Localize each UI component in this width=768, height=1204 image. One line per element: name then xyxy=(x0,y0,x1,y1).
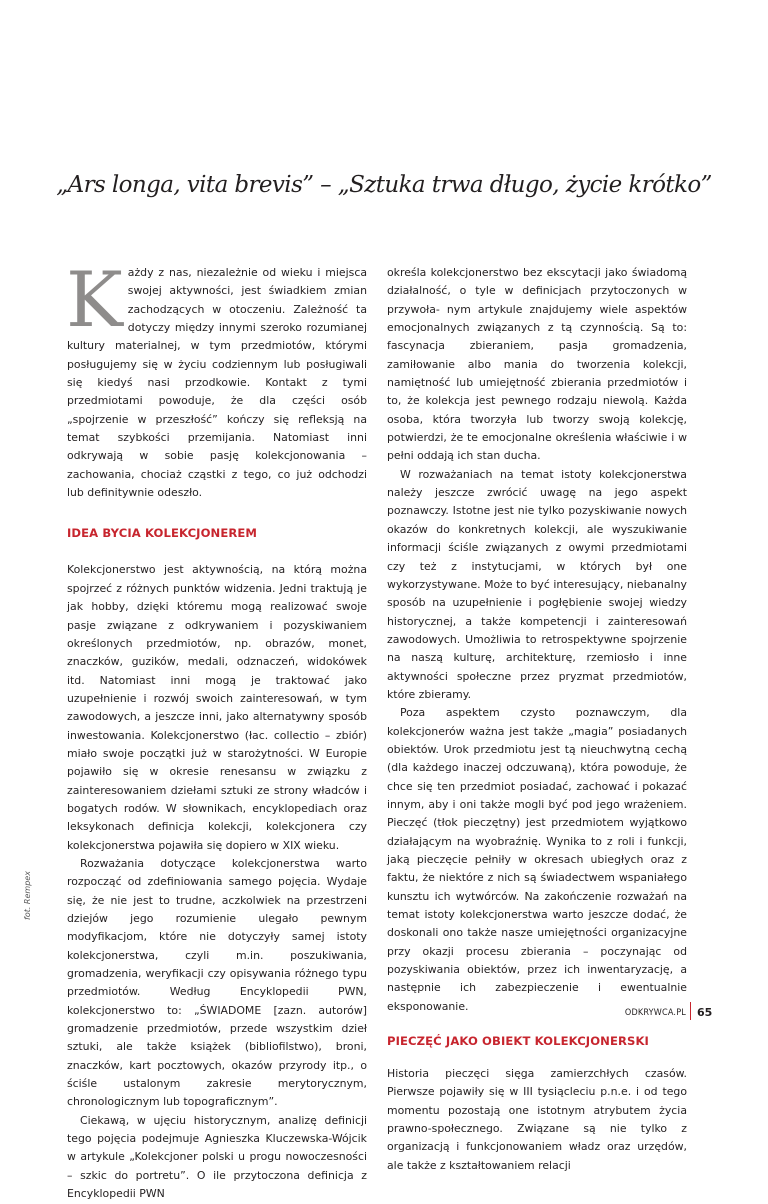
photo-credit-text: fot. Rempex xyxy=(23,871,32,920)
body-paragraph: Poza aspektem czysto poznawczym, dla kolekcjonerów ważna jest także „magia” posiadanych obiektów. Urok przedmiotu jest tą nieuchwytną cechą (dla każdego inaczej odczuwaną), która powoduje, że chce się ten przedmiot posiadać, zachować i pokazać innym, aby i oni także mogli być pod jego wrażeniem. Pieczęć (tłok pieczętny) jest przedmiotem wyjątkowo działającym na wyobraźnię. Wynika to z roli i funkcji, jaką pieczęcie pełniły w okresach ubiegłych oraz z faktu, że niektóre z nich są świadectwem wspaniałego kunsztu ich wytwórców. Na zakończenie rozważań na temat istoty kolekcjonerstwa warto jeszcze dodać, że doskonali ono także nasze umiejętności organizacyjne przy okazji procesu zbierania – poczynając od pozyskiwania obiektów, przez ich inwentaryzację, a następnie ich zabezpieczenie i ewentualnie eksponowanie. xyxy=(387,706,687,1013)
body-paragraph: Kolekcjonerstwo jest aktywnością, na którą można spojrzeć z różnych punktów widzenia. Jedni traktują je jak hobby, dzięki któremu mogą realizować swoje pasje związane z odkrywaniem i pozyskiwaniem określonych przedmiotów, np. obrazów, monet, znaczków, guzików, medali, odznaczeń, widokówek itd. Natomiast inni mogą je traktować jako uzupełnienie i rozwój swoich zainteresowań, w tym zawodowych, a jeszcze inni, jako alternatywny sposób inwestowania. Kolekcjonerstwo (łac. collectio – zbiór) miało swoje początki już w starożytności. W Europie pojawiło się w okresie renesansu w związku z zainteresowaniem dziełami sztuki ze strony władców i bogatych rodów. W słownikach, encyklopediach oraz leksykonach definicja kolekcji, kolekcjonera czy kolekcjonerstwa pojawiła się dopiero w XIX wieku. xyxy=(67,563,367,852)
page-number: 65 xyxy=(697,1006,713,1019)
photo-credit xyxy=(22,865,34,920)
body-paragraph: Historia pieczęci sięga zamierzchłych czasów. Pierwsze pojawiły się w III tysiącleciu p.n.e. i od tego momentu pozostają one istotnym atrybutem życia prawno-społecznego. Związane są nie tylko z organizacją i funkcjonowaniem władz oraz urzędów, ale także z kształtowaniem relacji xyxy=(387,1067,687,1172)
left-column xyxy=(66,255,367,1204)
intro-text: ażdy z nas, niezależnie od wieku i miejsca swojej aktywności, jest świadkiem zmian zachodzących w otoczeniu. Zależność ta dotyczy między innymi szeroko rozumianej kultury materialnej, w tym przedmiotów, którymi posługujemy się w życiu codziennym lub posługiwali się kiedyś nasi przodkowie. Kontakt z tymi przedmiotami powoduje, że dla części osób „spojrzenie w przeszłość” kończy się refleksją na temat szybkości przemijania. Natomiast inni odkrywają w sobie pasję kolekcjonowania – zachowania, chociaż cząstki z tego, co już odchodzi lub definitywnie odeszło. xyxy=(67,266,367,500)
footer-site-name: ODKRYWCA.PL xyxy=(624,1008,686,1018)
drop-cap: K xyxy=(66,255,123,344)
intro-paragraph xyxy=(66,255,367,502)
right-column xyxy=(387,264,687,1175)
body-paragraph: W rozważaniach na temat istoty kolekcjonerstwa należy jeszcze zwrócić uwagę na jego aspekt poznawczy. Istotne jest nie tylko pozyskiwanie nowych okazów do konkretnych kolekcji, ale wyszukiwanie informacji ściśle związanych z owymi przedmiotami czy też z instytucjami, w których był one wykorzystywane. Może to być interesujący, niebanalny sposób na uzupełnienie i pogłębienie swojej wiedzy historycznej, a także kompetencji i zainteresowań zawodowych. Umożliwia to retrospektywne spojrzenie na naszą kulturę, architekturę, rzemiosło i inne aktywności społeczne przez pryzmat przedmiotów, które zbieramy. xyxy=(387,467,687,701)
body-paragraph: Rozważania dotyczące kolekcjonerstwa warto rozpocząć od zdefiniowania samego pojęcia. Wydaje się, że nie jest to trudne, aczkolwiek na przestrzeni dziejów jego rozumienie ulegało pewnym modyfikacjom, które nie dotyczyły samej istoty kolekcjonerstwa, czyli m.in. poszukiwania, gromadzenia, weryfikacji czy opisywania różnego typu przedmiotów. Według Encyklopedii PWN, kolekcjonerstwo to: „ŚWIADOME [zazn. autorów] gromadzenie przedmiotów, przede wszystkim dzieł sztuki, ale także książek (bibliofilstwo), broni, znaczków, kart pocztowych, okazów przyrody itp., o ściśle ustalonym zakresie merytorycznym, chronologicznym lub topograficznym”. xyxy=(67,856,367,1109)
body-paragraph: określa kolekcjonerstwo bez ekscytacji jako świadomą działalność, o tyle w definicjach przytoczonych w przywoła- nym artykule znajdujemy wiele aspektów emocjonalnych związanych z tą czynnością. Są to: fascynacja zbieraniem, pasja gromadzenia, zamiłowanie albo mania do tworzenia kolekcji, namiętność lub umiejętność zbierania przedmiotów i to, że kolekcja jest pewnego rodzaju niewolą. Każda osoba, która tworzyła lub tworzy swoją kolekcję, potwierdzi, że te emocjonalne określenia właściwie i w pełni oddają ich stan ducha. xyxy=(387,266,687,463)
section-heading-idea: IDEA BYCIA KOLEKCJONEREM xyxy=(67,526,258,541)
section-heading-seal: PIECZĘĆ JAKO OBIEKT KOLEKCJONERSKI xyxy=(387,1034,649,1049)
article-title: „Ars longa, vita brevis” – „Sztuka trwa długo, życie krótko” xyxy=(56,172,712,198)
footer-divider xyxy=(690,1002,691,1020)
body-paragraph: Ciekawą, w ujęciu historycznym, analizę definicji tego pojęcia podejmuje Agnieszka Kluczewska-Wójcik w artykule „Kolekcjoner polski u progu nowoczesności – szkic do portretu”. O ile przytoczona definicja z Encyklopedii PWN xyxy=(67,1113,367,1201)
